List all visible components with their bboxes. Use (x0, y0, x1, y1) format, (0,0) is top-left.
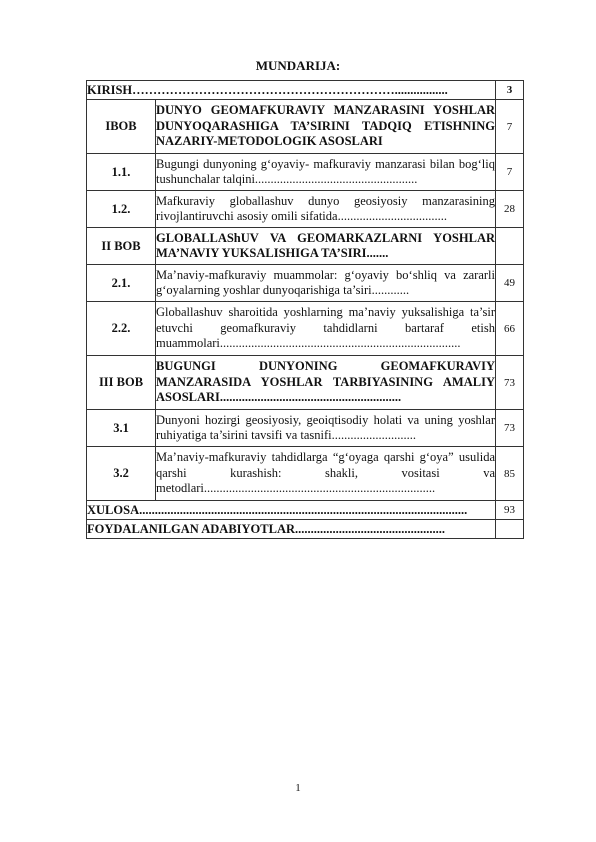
toc-entry-title: FOYDALANILGAN ADABIYOTLAR................................................ (87, 520, 496, 539)
table-of-contents (86, 80, 524, 539)
toc-page-number: 3 (496, 81, 524, 100)
toc-entry-title: Mafkuraviy globallashuv dunyo geosiyosiy manzarasining rivojlantiruvchi asosiy omili sifatida................................... (156, 191, 496, 228)
page-number: 1 (295, 782, 301, 794)
toc-row-conclusion (87, 501, 524, 520)
toc-page-number: 49 (496, 265, 524, 302)
toc-page-number: 7 (496, 154, 524, 191)
toc-row-intro (87, 81, 524, 100)
toc-section-number: 1.1. (87, 154, 156, 191)
toc-section-number: 3.1 (87, 410, 156, 447)
toc-row-section-2-1 (87, 265, 524, 302)
toc-row-chapter-3 (87, 356, 524, 410)
toc-page-number (496, 228, 524, 265)
toc-row-references (87, 520, 524, 539)
toc-row-section-3-2 (87, 447, 524, 501)
toc-entry-title: XULOSA......................................................................................................... (87, 501, 496, 520)
toc-entry-title: KIRISH………………………………………………………................. (87, 81, 496, 100)
toc-row-chapter-2 (87, 228, 524, 265)
toc-page-number: 85 (496, 447, 524, 501)
toc-page-number (496, 520, 524, 539)
toc-entry-title: GLOBALLAShUV VA GEOMARKAZLARNI YOSHLAR MA’NAVIY YUKSALISHIGA TA’SIRI....... (156, 228, 496, 265)
toc-row-section-1-2 (87, 191, 524, 228)
toc-entry-title: Dunyoni hozirgi geosiyosiy, geoiqtisodiy holati va uning yoshlar ruhiyatiga ta’sirini tavsifi va tasnifi........................... (156, 410, 496, 447)
toc-entry-title: Globallashuv sharoitida yoshlarning ma’naviy yuksalishiga ta’sir etuvchi geomafkuraviy tahdidlarni bartaraf etish muammolari............................................................................. (156, 302, 496, 356)
toc-page-number: 7 (496, 100, 524, 154)
toc-section-number: 2.1. (87, 265, 156, 302)
toc-row-chapter-1 (87, 100, 524, 154)
toc-entry-title: Ma’naviy-mafkuraviy tahdidlarga “g‘oyaga qarshi g‘oya” usulida qarshi kurashish: shakli, vositasi va metodlari.......................................................................... (156, 447, 496, 501)
toc-page-number: 66 (496, 302, 524, 356)
toc-section-number: II BOB (87, 228, 156, 265)
toc-row-section-2-2 (87, 302, 524, 356)
toc-page-number: 73 (496, 356, 524, 410)
toc-row-section-3-1 (87, 410, 524, 447)
page-title: MUNDARIJA: (255, 58, 341, 73)
toc-section-number: III BOB (87, 356, 156, 410)
toc-page-number: 73 (496, 410, 524, 447)
toc-row-section-1-1 (87, 154, 524, 191)
toc-entry-title: BUGUNGI DUNYONING GEOMAFKURAVIY MANZARASIDA YOSHLAR TARBIYASINING AMALIY ASOSLARI.......................................................... (156, 356, 496, 410)
toc-entry-title: Bugungi dunyoning g‘oyaviy- mafkuraviy manzarasi bilan bog‘liq tushunchalar talqini.................................................... (156, 154, 496, 191)
toc-page-number: 93 (496, 501, 524, 520)
toc-entry-title: Ma’naviy-mafkuraviy muammolar: g‘oyaviy bo‘shliq va zararli g‘oyalarning yoshlar dunyoqarishiga ta’siri............ (156, 265, 496, 302)
toc-section-number: 1.2. (87, 191, 156, 228)
toc-page-number: 28 (496, 191, 524, 228)
toc-section-number: 3.2 (87, 447, 156, 501)
toc-section-number: 2.2. (87, 302, 156, 356)
toc-entry-title: DUNYO GEOMAFKURAVIY MANZARASINI YOSHLAR DUNYOQARASHIGA TA’SIRINI TADQIQ ETISHNING NAZARIY-METODOLOGIK ASOSLARI (156, 100, 496, 154)
toc-section-number: IBOB (87, 100, 156, 154)
